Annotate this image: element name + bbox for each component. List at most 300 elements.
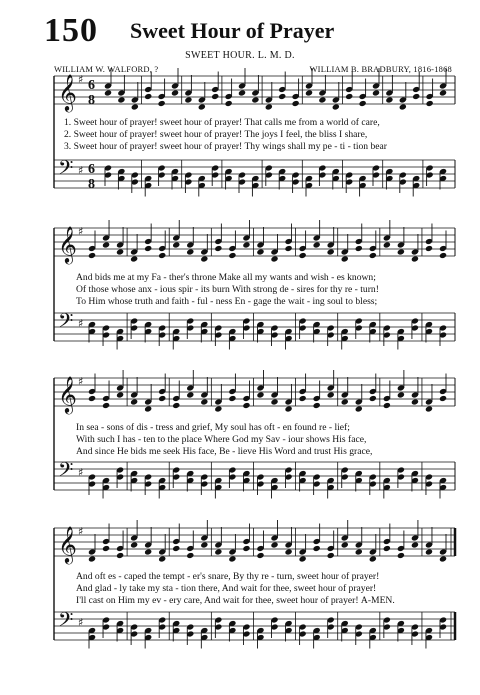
note-head — [285, 466, 293, 473]
note-head — [186, 241, 194, 248]
note-head — [242, 317, 250, 324]
lyric-line: 2. Sweet hour of prayer! sweet hour of prayer! The joys I feel, the bliss I share, — [64, 129, 368, 140]
time-signature-bottom: 8 — [88, 177, 95, 192]
note-head — [299, 548, 307, 555]
note-head — [102, 484, 110, 491]
tune-name: SWEET HOUR. L. M. D. — [185, 50, 295, 61]
note-head — [214, 541, 222, 548]
note-head — [355, 541, 363, 548]
note-head — [383, 324, 391, 331]
note-head — [397, 391, 405, 398]
note-head — [130, 534, 138, 541]
note-head — [214, 548, 222, 555]
note-head — [425, 473, 433, 480]
note-head — [341, 541, 349, 548]
note-head — [439, 623, 447, 630]
note-head — [130, 317, 138, 324]
note-head — [369, 480, 377, 487]
note-head — [256, 545, 264, 552]
note-head — [228, 620, 236, 627]
note-head — [270, 391, 278, 398]
note-head — [411, 470, 419, 477]
note-head — [299, 555, 307, 562]
note-head — [228, 328, 236, 335]
note-head — [186, 324, 194, 331]
note-head — [242, 470, 250, 477]
note-head — [369, 252, 377, 259]
note-head — [144, 405, 152, 412]
note-head — [425, 405, 433, 412]
note-head — [270, 477, 278, 484]
note-head — [383, 402, 391, 409]
note-head — [88, 627, 96, 634]
note-head — [425, 627, 433, 634]
bass-clef-icon: 𝄢 — [58, 458, 74, 486]
lyric-line: And oft es - caped the tempt - er's snare, By thy re - turn, sweet hour of prayer! — [76, 571, 380, 582]
note-head — [341, 328, 349, 335]
note-head — [411, 398, 419, 405]
note-head — [144, 473, 152, 480]
note-head — [327, 248, 335, 255]
note-head — [214, 324, 222, 331]
treble-clef-icon: 𝄞 — [58, 73, 77, 111]
note-head — [270, 255, 278, 262]
note-head — [200, 321, 208, 328]
note-head — [102, 545, 110, 552]
note-head — [116, 335, 124, 342]
note-head — [116, 391, 124, 398]
note-head — [397, 473, 405, 480]
note-head — [200, 634, 208, 641]
note-head — [144, 634, 152, 641]
note-head — [228, 245, 236, 252]
note-head — [88, 328, 96, 335]
note-head — [313, 241, 321, 248]
note-head — [242, 234, 250, 241]
note-head — [256, 391, 264, 398]
note-head — [299, 630, 307, 637]
note-head — [327, 384, 335, 391]
note-head — [341, 473, 349, 480]
lyric-line: To Him whose truth and faith - ful - ness En - gage the wait - ing soul to bless; — [76, 296, 378, 307]
note-head — [411, 623, 419, 630]
note-head — [313, 234, 321, 241]
note-head — [299, 395, 307, 402]
note-head — [172, 627, 180, 634]
note-head — [144, 245, 152, 252]
note-head — [369, 321, 377, 328]
note-head — [270, 616, 278, 623]
note-head — [200, 398, 208, 405]
hymn-title: Sweet Hour of Prayer — [130, 18, 335, 43]
note-head — [172, 234, 180, 241]
treble-clef-icon: 𝄞 — [58, 375, 77, 413]
note-head — [439, 252, 447, 259]
note-head — [397, 384, 405, 391]
note-head — [186, 384, 194, 391]
note-head — [130, 324, 138, 331]
note-head — [355, 405, 363, 412]
note-head — [285, 627, 293, 634]
note-head — [369, 548, 377, 555]
note-head — [256, 473, 264, 480]
note-head — [299, 324, 307, 331]
note-head — [383, 234, 391, 241]
note-head — [285, 541, 293, 548]
note-head — [285, 548, 293, 555]
note-head — [102, 538, 110, 545]
note-head — [439, 616, 447, 623]
note-head — [313, 634, 321, 641]
lyric-line — [76, 595, 476, 607]
note-head — [130, 477, 138, 484]
note-head — [158, 245, 166, 252]
note-head — [425, 245, 433, 252]
note-head — [130, 630, 138, 637]
note-head — [341, 620, 349, 627]
note-head — [186, 630, 194, 637]
note-head — [397, 248, 405, 255]
note-head — [88, 395, 96, 402]
note-head — [186, 470, 194, 477]
note-head — [355, 398, 363, 405]
note-head — [369, 634, 377, 641]
note-head — [102, 331, 110, 338]
note-head — [355, 477, 363, 484]
note-head — [102, 402, 110, 409]
note-head — [355, 238, 363, 245]
note-head — [439, 331, 447, 338]
note-head — [130, 398, 138, 405]
note-head — [228, 252, 236, 259]
note-head — [270, 623, 278, 630]
note-head — [425, 480, 433, 487]
note-head — [214, 405, 222, 412]
lyrics-block-2 — [76, 272, 476, 308]
note-head — [397, 335, 405, 342]
note-head — [158, 324, 166, 331]
note-head — [102, 241, 110, 248]
author-credit: WILLIAM W. WALFORD, ? — [54, 64, 159, 74]
note-head — [172, 395, 180, 402]
note-head — [144, 548, 152, 555]
note-head — [425, 398, 433, 405]
note-head — [130, 623, 138, 630]
note-head — [285, 620, 293, 627]
note-head — [299, 245, 307, 252]
note-head — [242, 623, 250, 630]
note-head — [256, 627, 264, 634]
note-head — [256, 384, 264, 391]
note-head — [411, 477, 419, 484]
time-signature-top: 6 — [88, 162, 95, 177]
note-head — [116, 241, 124, 248]
note-head — [341, 466, 349, 473]
note-head — [242, 395, 250, 402]
sharp-icon: ♯ — [78, 466, 84, 479]
note-head — [313, 538, 321, 545]
note-head — [172, 620, 180, 627]
time-signature-top: 6 — [88, 78, 95, 93]
note-head — [397, 466, 405, 473]
note-head — [214, 616, 222, 623]
note-head — [88, 388, 96, 395]
note-head — [270, 541, 278, 548]
note-head — [102, 477, 110, 484]
note-head — [130, 391, 138, 398]
note-head — [228, 335, 236, 342]
note-head — [228, 395, 236, 402]
note-head — [200, 328, 208, 335]
note-head — [214, 245, 222, 252]
note-head — [228, 388, 236, 395]
note-head — [228, 548, 236, 555]
note-head — [88, 252, 96, 259]
note-head — [144, 328, 152, 335]
note-head — [270, 331, 278, 338]
lyric-line: 1. Sweet hour of prayer! sweet hour of prayer! That calls me from a world of care, — [64, 117, 380, 128]
note-head — [214, 623, 222, 630]
time-signature-bottom: 8 — [88, 93, 95, 108]
note-head — [256, 248, 264, 255]
note-head — [88, 555, 96, 562]
note-head — [397, 620, 405, 627]
note-head — [172, 328, 180, 335]
note-head — [425, 238, 433, 245]
note-head — [439, 555, 447, 562]
note-head — [116, 620, 124, 627]
note-head — [158, 484, 166, 491]
note-head — [270, 324, 278, 331]
note-head — [214, 477, 222, 484]
note-head — [158, 555, 166, 562]
note-head — [186, 623, 194, 630]
note-head — [439, 477, 447, 484]
note-head — [116, 466, 124, 473]
note-head — [242, 324, 250, 331]
note-head — [327, 484, 335, 491]
note-head — [88, 548, 96, 555]
note-head — [116, 545, 124, 552]
note-head — [144, 627, 152, 634]
note-head — [144, 480, 152, 487]
lyric-line: And bids me at my Fa - ther's throne Make all my wants and wish - es known; — [76, 272, 376, 283]
note-head — [102, 324, 110, 331]
note-head — [369, 473, 377, 480]
note-head — [116, 328, 124, 335]
note-head — [130, 541, 138, 548]
note-head — [383, 331, 391, 338]
note-head — [200, 541, 208, 548]
note-head — [327, 623, 335, 630]
lyric-line: And since He bids me seek His face, Be - lieve His Word and trust His grace, — [76, 446, 373, 457]
note-head — [425, 634, 433, 641]
note-head — [341, 398, 349, 405]
note-head — [285, 245, 293, 252]
note-head — [327, 616, 335, 623]
note-head — [102, 395, 110, 402]
note-head — [341, 534, 349, 541]
note-head — [116, 384, 124, 391]
note-head — [369, 388, 377, 395]
note-head — [299, 317, 307, 324]
note-head — [214, 484, 222, 491]
note-head — [285, 405, 293, 412]
treble-clef-icon: 𝄞 — [58, 525, 77, 563]
note-head — [355, 245, 363, 252]
treble-clef-icon: 𝄞 — [58, 225, 77, 263]
note-head — [341, 335, 349, 342]
note-head — [200, 248, 208, 255]
lyric-line: And glad - ly take my sta - tion there, And wait for thee, sweet hour of prayer! — [76, 583, 377, 594]
note-head — [200, 391, 208, 398]
note-head — [369, 395, 377, 402]
note-head — [383, 241, 391, 248]
note-head — [397, 552, 405, 559]
note-head — [172, 241, 180, 248]
note-head — [130, 248, 138, 255]
note-head — [383, 616, 391, 623]
lyric-line: With such I has - ten to the place Where God my Sav - iour shows His face, — [76, 434, 367, 445]
note-head — [383, 623, 391, 630]
note-head — [130, 470, 138, 477]
note-head — [214, 238, 222, 245]
note-head — [425, 321, 433, 328]
note-head — [270, 484, 278, 491]
note-head — [285, 238, 293, 245]
note-head — [242, 241, 250, 248]
note-head — [439, 484, 447, 491]
amen-text: A-MEN. — [360, 595, 395, 606]
sharp-icon: ♯ — [78, 317, 84, 330]
note-head — [285, 335, 293, 342]
note-head — [369, 245, 377, 252]
note-head — [200, 480, 208, 487]
note-head — [439, 388, 447, 395]
note-head — [327, 477, 335, 484]
note-head — [411, 534, 419, 541]
sharp-icon: ♯ — [78, 616, 84, 629]
note-head — [256, 634, 264, 641]
note-head — [341, 627, 349, 634]
note-head — [397, 328, 405, 335]
note-head — [200, 255, 208, 262]
lyrics-block-3 — [76, 422, 476, 458]
note-head — [285, 398, 293, 405]
note-head — [369, 627, 377, 634]
note-head — [214, 331, 222, 338]
bass-clef-icon: 𝄢 — [58, 309, 74, 337]
note-head — [270, 398, 278, 405]
note-head — [299, 470, 307, 477]
note-head — [397, 545, 405, 552]
note-head — [88, 473, 96, 480]
note-head — [270, 534, 278, 541]
sharp-icon: ♯ — [78, 164, 84, 177]
note-head — [327, 391, 335, 398]
note-head — [313, 545, 321, 552]
note-head — [228, 466, 236, 473]
note-head — [397, 241, 405, 248]
note-head — [341, 255, 349, 262]
note-head — [425, 548, 433, 555]
note-head — [228, 627, 236, 634]
note-head — [327, 331, 335, 338]
note-head — [355, 623, 363, 630]
sharp-icon: ♯ — [78, 73, 84, 86]
note-head — [355, 630, 363, 637]
note-head — [411, 541, 419, 548]
note-head — [200, 627, 208, 634]
note-head — [186, 317, 194, 324]
note-head — [158, 331, 166, 338]
note-head — [144, 541, 152, 548]
note-head — [341, 248, 349, 255]
note-head — [383, 538, 391, 545]
note-head — [186, 391, 194, 398]
note-head — [270, 248, 278, 255]
note-head — [411, 391, 419, 398]
bass-clef-icon: 𝄢 — [58, 608, 74, 636]
note-head — [411, 630, 419, 637]
note-head — [228, 555, 236, 562]
note-head — [172, 545, 180, 552]
note-head — [439, 395, 447, 402]
note-head — [327, 552, 335, 559]
note-head — [313, 402, 321, 409]
note-head — [355, 548, 363, 555]
note-head — [369, 328, 377, 335]
note-head — [102, 616, 110, 623]
note-head — [327, 545, 335, 552]
note-head — [411, 255, 419, 262]
note-head — [327, 324, 335, 331]
note-head — [144, 238, 152, 245]
note-head — [383, 477, 391, 484]
note-head — [313, 328, 321, 335]
note-head — [144, 398, 152, 405]
note-head — [439, 548, 447, 555]
note-head — [172, 335, 180, 342]
note-head — [341, 391, 349, 398]
lyric-line: In sea - sons of dis - tress and grief, My soul has oft - en found re - lief; — [76, 422, 350, 433]
note-head — [299, 252, 307, 259]
note-head — [425, 328, 433, 335]
note-head — [327, 241, 335, 248]
note-head — [172, 538, 180, 545]
note-head — [158, 548, 166, 555]
note-head — [158, 477, 166, 484]
note-head — [299, 623, 307, 630]
lyric-line: Of those whose anx - ious spir - its burn With strong de - sires for thy re - turn! — [76, 284, 379, 295]
note-head — [88, 321, 96, 328]
note-head — [116, 552, 124, 559]
note-head — [299, 388, 307, 395]
note-head — [256, 321, 264, 328]
note-head — [158, 616, 166, 623]
treble-staff-1 — [0, 0, 480, 200]
sharp-icon: ♯ — [78, 225, 84, 238]
note-head — [172, 466, 180, 473]
note-head — [158, 252, 166, 259]
note-head — [369, 555, 377, 562]
note-head — [313, 627, 321, 634]
note-head — [355, 470, 363, 477]
note-head — [285, 328, 293, 335]
composer-credit: WILLIAM B. BRADBURY, 1816-1868 — [309, 64, 452, 74]
note-head — [411, 248, 419, 255]
note-head — [102, 623, 110, 630]
